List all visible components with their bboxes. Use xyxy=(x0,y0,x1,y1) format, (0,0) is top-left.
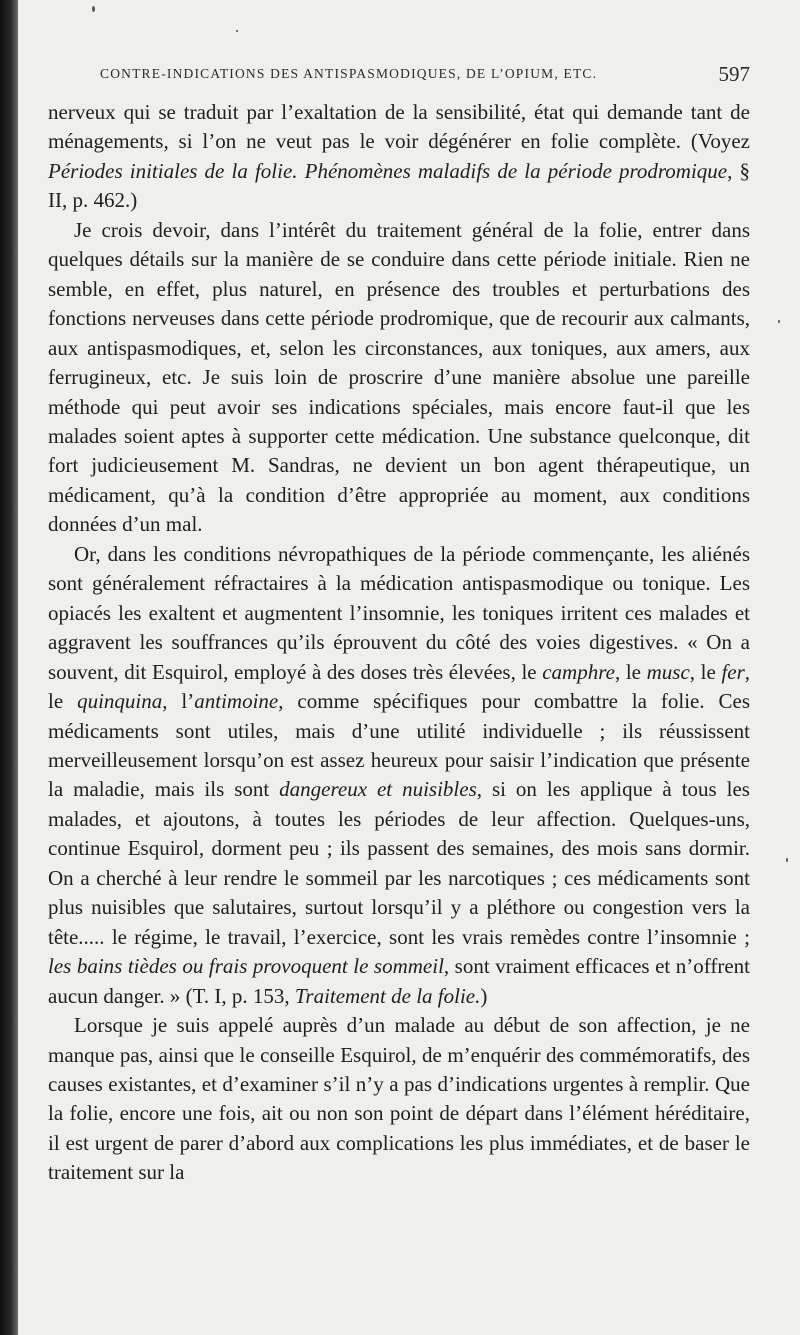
text-segment: , le xyxy=(689,659,722,684)
text-segment: Lorsque je suis appelé auprès d’un malade au début de son affection, je ne manque pas, ainsi que le conseille Esquirol, de m’enquérir des commémoratifs, des causes existantes, et d’examiner s’il n’y a pas d’indications urgentes à remplir. Que la folie, encore une fois, ait ou non son point de départ dans l’élément héréditaire, il est urgent de parer d’abord aux complications les plus immédiates, et de baser le traitement sur la xyxy=(48,1013,750,1185)
paragraph-1 xyxy=(48,98,750,216)
text-segment: , sont vraiment efficaces et n’offrent aucun danger. » (T. I, p. 153, xyxy=(48,954,750,1008)
book-gutter-shadow xyxy=(0,0,18,1335)
paragraph-4 xyxy=(48,1011,750,1188)
text-segment: , si on les applique à tous les malades, et ajoutons, à toutes les périodes de leur affection. Quelques-uns, continue Esquirol, dorment peu ; ils passent des semaines, des mois sans dormir. On a cherché à leur rendre le sommeil par les narcotiques ; ces médicaments sont plus nuisibles que salutaires, surtout lorsqu’il y a pléthore ou congestion vers la tête..... le régime, le travail, l’exercice, sont les vrais remèdes contre l’insomnie ; xyxy=(48,777,750,949)
page-number: 597 xyxy=(718,62,750,86)
text-segment: , le xyxy=(48,659,751,714)
text-segment: nerveux qui se traduit par l’exaltation de la sensibilité, état qui demande tant de ménagements, si l’on ne veut pas le voir dégénérer en folie complète. (Voyez xyxy=(48,100,750,154)
paragraph-3 xyxy=(48,540,750,1011)
text-segment: II xyxy=(48,188,62,213)
paragraph-2 xyxy=(48,216,750,540)
book-page xyxy=(18,0,800,1335)
text-segment: , § xyxy=(727,158,750,183)
text-segment: musc xyxy=(646,659,690,684)
text-segment: fer xyxy=(721,659,745,684)
text-segment: , le xyxy=(614,659,647,684)
text-segment: , comme spécifiques pour combattre la folie. Ces médicaments sont utiles, mais d’une utilité individuelle ; ils réussissent merveilleusement lorsqu’on est assez heureux pour saisir l’indication que présente la maladie, mais ils sont xyxy=(48,689,751,802)
text-segment: les bains tièdes ou frais provoquent le sommeil xyxy=(48,954,444,979)
text-segment: Périodes initiales de la folie. Phénomènes maladifs de la période prodromique xyxy=(48,158,728,183)
text-segment: Je crois devoir, dans l’intérêt du traitement général de la folie, entrer dans quelques détails sur la manière de se conduire dans cette période initiale. Rien ne semble, en effet, plus naturel, en présence des troubles et perturbations des fonctions nerveuses dans cette période prodromique, que de recourir aux calmants, aux antispasmodiques, et, selon les circonstances, aux toniques, aux amers, aux ferrugineux, etc. Je suis loin de proscrire d’une manière absolue une pareille méthode qui peut avoir ses indications spéciales, mais encore faut-il que les malades soient aptes à supporter cette médication. Une substance quelconque, dit fort judicieusement M. Sandras, ne devient un bon agent thérapeutique, un médicament, qu’à la condition d’être appropriée au moment, aux conditions données d’un mal. xyxy=(48,217,750,537)
body-text xyxy=(48,98,750,1188)
page-header xyxy=(100,62,750,90)
text-segment: quinquina xyxy=(77,689,163,714)
text-segment: Or, dans les conditions névropathiques de la période commençante, les aliénés sont généralement réfractaires à la médication antispasmodique ou tonique. Les opiacés les exaltent et augmentent l’insomnie, les toniques irritent ces malades et aggravent les souffrances qu’ils éprouvent du côté des voies digestives. « On a souvent, dit Esquirol, employé à des doses très élevées, le xyxy=(48,541,750,684)
text-segment: , l’ xyxy=(162,689,195,714)
text-segment: Traitement de la folie. xyxy=(294,983,481,1008)
running-title: CONTRE-INDICATIONS DES ANTISPASMODIQUES, DE L’OPIUM, ETC. xyxy=(100,66,598,81)
text-segment: dangereux et nuisibles xyxy=(279,777,477,802)
text-segment: camphre xyxy=(542,659,615,684)
text-segment: antimoine xyxy=(194,689,279,714)
text-segment: , p. 462.) xyxy=(62,188,138,213)
text-segment: ) xyxy=(480,983,488,1008)
